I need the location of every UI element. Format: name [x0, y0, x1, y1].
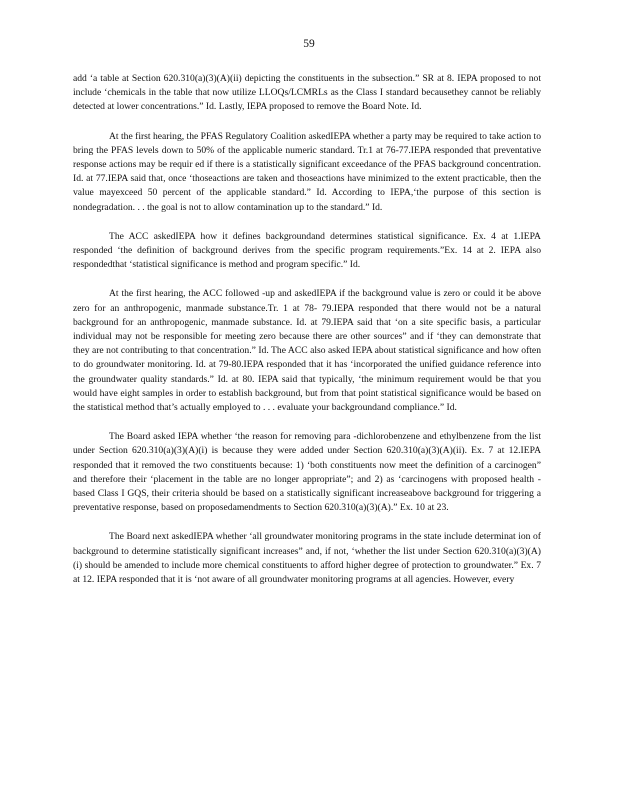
paragraph: The Board asked IEPA whether ‘the reason for removing para -dichlorobenzene and ethylbenzene from the list under Section 620.310(a)(3)(A)(i) is because they were added under Section 620.310(a)(3)(A)(ii). Ex. 7 at 12.IEPA responded that it removed the two constituents because: 1) ‘both constituents now meet the definition of a carcinogen” and therefore their ‘placement in the table are no longer appropriate”; and 2) as ‘carcinogens with proposed health - based Class I GQS, their criteria should be based on a statistically significant increaseabove background for triggering a preventative response, based on proposedamendments to Section 620.310(a)(3)(A).” Ex. 10 at 23.	[73, 431, 541, 514]
paragraph: At the first hearing, the ACC followed -up and askedIEPA if the background value is zero or could it be above zero for an anthropogenic, manmade substance.Tr. 1 at 78- 79.IEPA responded that there would not be a natural background for an anthropogenic, manmade substance. Id. at 79.IEPA said that ‘on a site specific basis, a particular individual may not be responsible for meeting zero because there are other sources” and if ‘they can demonstrate that they are not contributing to that concentration.” Id. The ACC also asked IEPA about statistical significance and how often to do groundwater monitoring. Id. at 79-80.IEPA responded that it has ‘incorporated the unified guidance reference into the groundwater quality standards.” Id. at 80. IEPA said that typically, ‘the minimum requirement would be that you would have eight samples in order to establish background, but from that point statistical significance would be based on the statistical method that’s actually employed to . . . evaluate your backgroundand compliance.” Id.	[73, 288, 541, 414]
body-text	[73, 72, 541, 587]
paragraph: add ‘a table at Section 620.310(a)(3)(A)(ii) depicting the constituents in the subsection.” SR at 8. IEPA proposed to not include ‘chemicals in the table that now utilize LLOQs/LCMRLs as the Class I standard becausethey cannot be reliably detected at lower concentrations.” Id. Lastly, IEPA proposed to remove the Board Note. Id.	[73, 73, 541, 113]
paragraph: The ACC askedIEPA how it defines backgroundand determines statistical significance. Ex. 4 at 1.IEPA responded ‘the definition of background derives from the specific program requirements.”Ex. 14 at 2. IEPA also respondedthat ‘statistical significance is method and program specific.” Id.	[73, 230, 541, 271]
page-number: 59	[303, 38, 315, 50]
paragraph: The Board next askedIEPA whether ‘all groundwater monitoring programs in the state include determinat ion of background to determine statistically significant increases” and, if not, ‘whether the list under Section 620.310(a)(3)(A)(i) should be amended to include more chemical constituents to afford higher degree of protection to groundwater.” Ex. 7 at 12. IEPA responded that it is ‘not aware of all groundwater monitoring programs at all agencies. However, every	[73, 531, 541, 586]
paragraph: At the first hearing, the PFAS Regulatory Coalition askedIEPA whether a party may be required to take action to bring the PFAS levels down to 50% of the applicable numeric standard. Tr.1 at 76-77.IEPA responded that preventative response actions may be requir ed if there is a statistically significant exceedance of the PFAS background concentration. Id. at 77.IEPA said that, once ‘thoseactions are taken and thoseactions have minimized to the extent practicable, then the value mayexceed 50 percent of the applicable standard.” Id. According to IEPA,‘the purpose of this section is nondegradation. . . the goal is not to allow contamination up to the standard.” Id.	[73, 130, 541, 213]
